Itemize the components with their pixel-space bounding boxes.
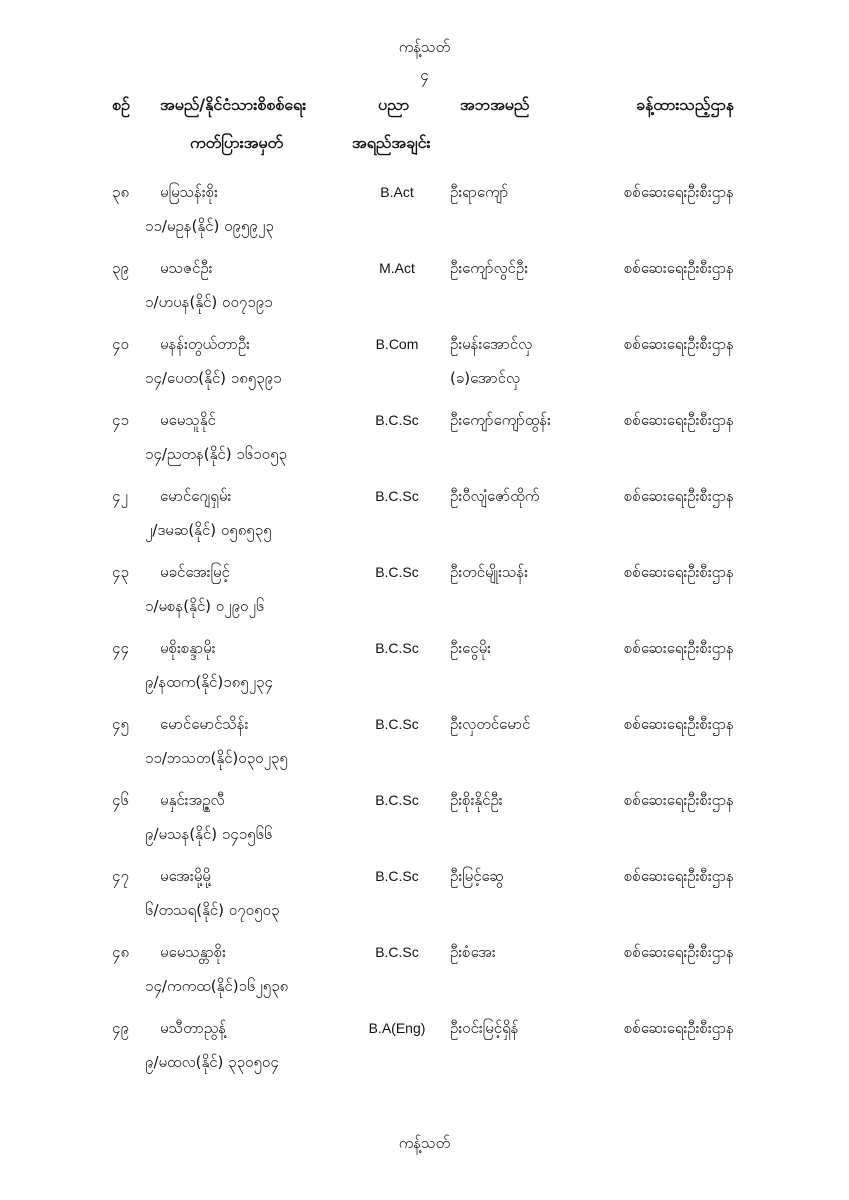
- col-name-header: အမည်/နိုင်ငံသားစိစစ်ရေး: [160, 95, 307, 114]
- table-row: [0, 562, 849, 632]
- row-number: ၄၉: [112, 1019, 129, 1037]
- row-name: မနှင်းအဥ္ဇလီ: [160, 791, 225, 809]
- header-classification: ကန့်သတ်: [398, 38, 451, 56]
- table-row: [0, 334, 849, 404]
- row-number: ၄၃: [112, 563, 129, 581]
- row-number: ၄၁: [112, 411, 129, 429]
- table-row: [0, 1018, 849, 1088]
- table-row: [0, 638, 849, 708]
- col-degree-header: ပညာ: [378, 95, 410, 114]
- row-number: ၄၂: [112, 487, 128, 505]
- row-dept: စစ်ဆေးရေးဦးစီးဌာန: [624, 487, 734, 505]
- row-dept: စစ်ဆေးရေးဦးစီးဌာန: [624, 867, 734, 885]
- row-name: မောင်မောင်သိန်း: [160, 715, 249, 733]
- row-nrc: ၁၁/မဥန(နိုင်) ၀၉၅၉၂၃: [145, 217, 274, 235]
- row-number: ၄၀: [112, 335, 129, 353]
- row-father: ဦးဝီလျံဇော်ထိုက်: [450, 487, 540, 505]
- row-dept: စစ်ဆေးရေးဦးစီးဌာန: [624, 335, 734, 353]
- row-father: ဦးရာကျော်: [450, 183, 509, 201]
- table-row: [0, 790, 849, 860]
- row-father: ဦးကျော်ကျော်ထွန်း: [450, 411, 551, 429]
- table-row: [0, 866, 849, 936]
- row-name: မခင်အေးမြင့်: [160, 563, 230, 581]
- row-father: ဦးကျော်လွင်ဦး: [450, 259, 529, 277]
- table-row: [0, 942, 849, 1012]
- row-dept: စစ်ဆေးရေးဦးစီးဌာန: [624, 183, 734, 201]
- page-number: ၄: [420, 66, 429, 84]
- row-name: မမေသန္တာစိုး: [160, 943, 226, 961]
- row-nrc: ၉/နထက(နိုင်)၁၈၅၂၃၄: [145, 673, 273, 691]
- row-name: မအေးမို့မို့: [160, 867, 211, 885]
- col-father-header: အဘအမည်: [460, 95, 530, 114]
- col-degree-header-2: အရည်အချင်း: [352, 133, 431, 152]
- row-number: ၃၉: [112, 259, 129, 277]
- row-father: ဦးမန်းအောင်လှ: [450, 335, 533, 353]
- row-degree: B.C.Sc: [375, 412, 419, 428]
- row-degree: B.C.Sc: [375, 868, 419, 884]
- row-number: ၃၈: [112, 183, 130, 201]
- row-nrc: ၁၄/ညတန(နိုင်) ၁၆၁၀၅၃: [145, 445, 287, 463]
- row-name: မသဇင်ဦး: [160, 259, 213, 277]
- row-nrc: ၁၄/ပေတ(နိုင်) ၁၈၅၃၉၁: [145, 369, 282, 387]
- row-name: မသီတာညွန့်: [160, 1019, 227, 1037]
- row-degree: B.C.Sc: [375, 488, 419, 504]
- row-degree: B.Act: [380, 184, 414, 200]
- row-name: မောင်ဂျေရှမ်း: [160, 487, 232, 505]
- row-degree: B.A(Eng): [368, 1020, 426, 1036]
- table-row: [0, 714, 849, 784]
- row-father: ဦးလှတင်မောင်: [450, 715, 531, 733]
- row-nrc: ၉/မသန(နိုင်) ၁၄၁၅၆၆: [145, 825, 273, 843]
- row-degree: B.C.Sc: [375, 640, 419, 656]
- row-nrc: ၁၄/ကကထ(နိုင်)၁၆၂၅၃၈: [145, 977, 289, 995]
- row-father: ဦးစံအေး: [450, 943, 496, 961]
- row-father: ဦးငွေမိုး: [450, 639, 491, 657]
- row-number: ၄၇: [112, 867, 129, 885]
- row-nrc: ၁/မစန(နိုင်) ၀၂၉၀၂၆: [145, 597, 265, 615]
- table-row: [0, 258, 849, 328]
- row-name: မနန်းတွယ်တာဦး: [160, 335, 250, 353]
- row-dept: စစ်ဆေးရေးဦးစီးဌာန: [624, 259, 734, 277]
- row-name: မမေသူနိုင်: [160, 411, 216, 429]
- row-father: ဦးတင်မျိုးသန်း: [450, 563, 529, 581]
- row-nrc: ၁၁/ဘသတ(နိုင်)၀၃၀၂၃၅: [145, 749, 288, 767]
- row-degree: B.C.Sc: [375, 944, 419, 960]
- row-father: ဦးဝင်းမြင့်ရှိန်: [450, 1019, 519, 1037]
- row-father: ဦးစိုးနိုင်ဦး: [450, 791, 503, 809]
- row-dept: စစ်ဆေးရေးဦးစီးဌာန: [624, 563, 734, 581]
- row-nrc: ၂/ဒမဆ(နိုင်) ၀၅၈၅၃၅: [145, 521, 272, 539]
- row-name: မစိုးစန္ဒာမိုး: [160, 639, 216, 657]
- row-dept: စစ်ဆေးရေးဦးစီးဌာန: [624, 1019, 734, 1037]
- row-degree: B.Com: [375, 336, 419, 352]
- row-dept: စစ်ဆေးရေးဦးစီးဌာန: [624, 411, 734, 429]
- table-row: [0, 486, 849, 556]
- row-degree: B.C.Sc: [375, 564, 419, 580]
- row-nrc: ၉/မထလ(နိုင်) ၃၃၀၅၀၄: [145, 1053, 279, 1071]
- row-number: ၄၆: [112, 791, 129, 809]
- row-nrc: ၁/ဟပန(နိုင်) ၀၀၇၁၉၁: [145, 293, 273, 311]
- row-dept: စစ်ဆေးရေးဦးစီးဌာန: [624, 791, 734, 809]
- footer-classification: ကန့်သတ်: [398, 1134, 451, 1152]
- row-dept: စစ်ဆေးရေးဦးစီးဌာန: [624, 715, 734, 733]
- row-dept: စစ်ဆေးရေးဦးစီးဌာန: [624, 639, 734, 657]
- table-row: [0, 410, 849, 480]
- row-father: ဦးမြင့်ဆွေ: [450, 867, 504, 885]
- col-no-header: စဉ်: [112, 95, 130, 114]
- row-degree: B.C.Sc: [375, 792, 419, 808]
- row-nrc: ၆/တသရ(နိုင်) ၀၇၀၅၀၃: [145, 901, 280, 919]
- table-row: [0, 182, 849, 252]
- col-nrc-header: ကတ်ပြားအမှတ်: [190, 133, 284, 152]
- row-degree: B.C.Sc: [375, 716, 419, 732]
- col-dept-header: ခန့်ထားသည့်ဌာန: [636, 95, 735, 114]
- row-father-alias: (ခ)အောင်လှ: [450, 369, 521, 387]
- row-number: ၄၈: [112, 943, 130, 961]
- row-number: ၄၄: [112, 639, 129, 657]
- row-name: မမြသန်းစိုး: [160, 183, 218, 201]
- row-number: ၄၅: [112, 715, 129, 733]
- row-degree: M.Act: [379, 260, 415, 276]
- row-dept: စစ်ဆေးရေးဦးစီးဌာန: [624, 943, 734, 961]
